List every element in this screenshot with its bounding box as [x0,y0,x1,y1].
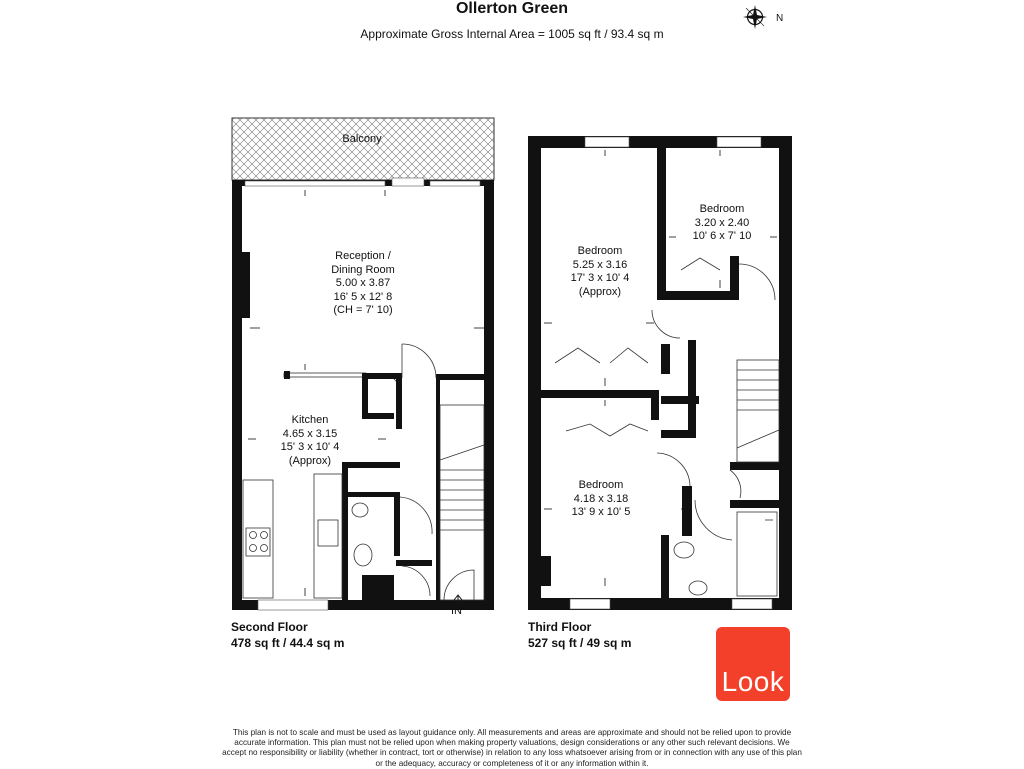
compass-north-label: N [776,13,784,24]
look-logo: Look [716,627,790,701]
third-floor-plan [528,136,792,610]
kitchen-label: Kitchen 4.65 x 3.15 15' 3 x 10' 4 (Approx) [280,414,340,467]
balcony-area [232,118,494,180]
third-floor-area: 527 sq ft / 49 sq m [528,636,632,650]
bedroom-2-label: Bedroom 3.20 x 2.40 10' 6 x 7' 10 [692,203,752,242]
second-floor-plan [232,118,494,610]
second-floor-name: Second Floor [231,620,308,634]
gross-area-subtitle: Approximate Gross Internal Area = 1005 sq ft / 93.4 sq m [360,27,664,41]
entrance-label: IN [451,605,462,617]
bedroom-3-label: Bedroom 4.18 x 3.18 13' 9 x 10' 5 [571,479,631,518]
balcony-label: Balcony [342,133,382,145]
plan-title: Ollerton Green [455,0,569,17]
bedroom-1-label: Bedroom 5.25 x 3.16 17' 3 x 10' 4 (Approx) [570,245,630,298]
third-floor-caption [528,619,631,651]
second-floor-area: 478 sq ft / 44.4 sq m [231,636,345,650]
reception-room-label: Reception / Dining Room 5.00 x 3.87 16' 5 x 12' 8 (CH = 7' 10) [331,250,395,316]
second-floor-caption [231,619,344,651]
disclaimer-text: This plan is not to scale and must be used as layout guidance only. All measurements and areas are approximate and should not be relied upon to provide accurate information. This plan must not be relied upon when making property valuations, design considerations or any other such relevant decisions. We accept no responsibility or liability (whether in contract, tort or otherwise) in relation to any loss whatsoever arising from or in connection with any use of this plan or the adequacy, accuracy or completeness of it or any information within it. [222,728,802,768]
third-floor-name: Third Floor [528,620,592,634]
